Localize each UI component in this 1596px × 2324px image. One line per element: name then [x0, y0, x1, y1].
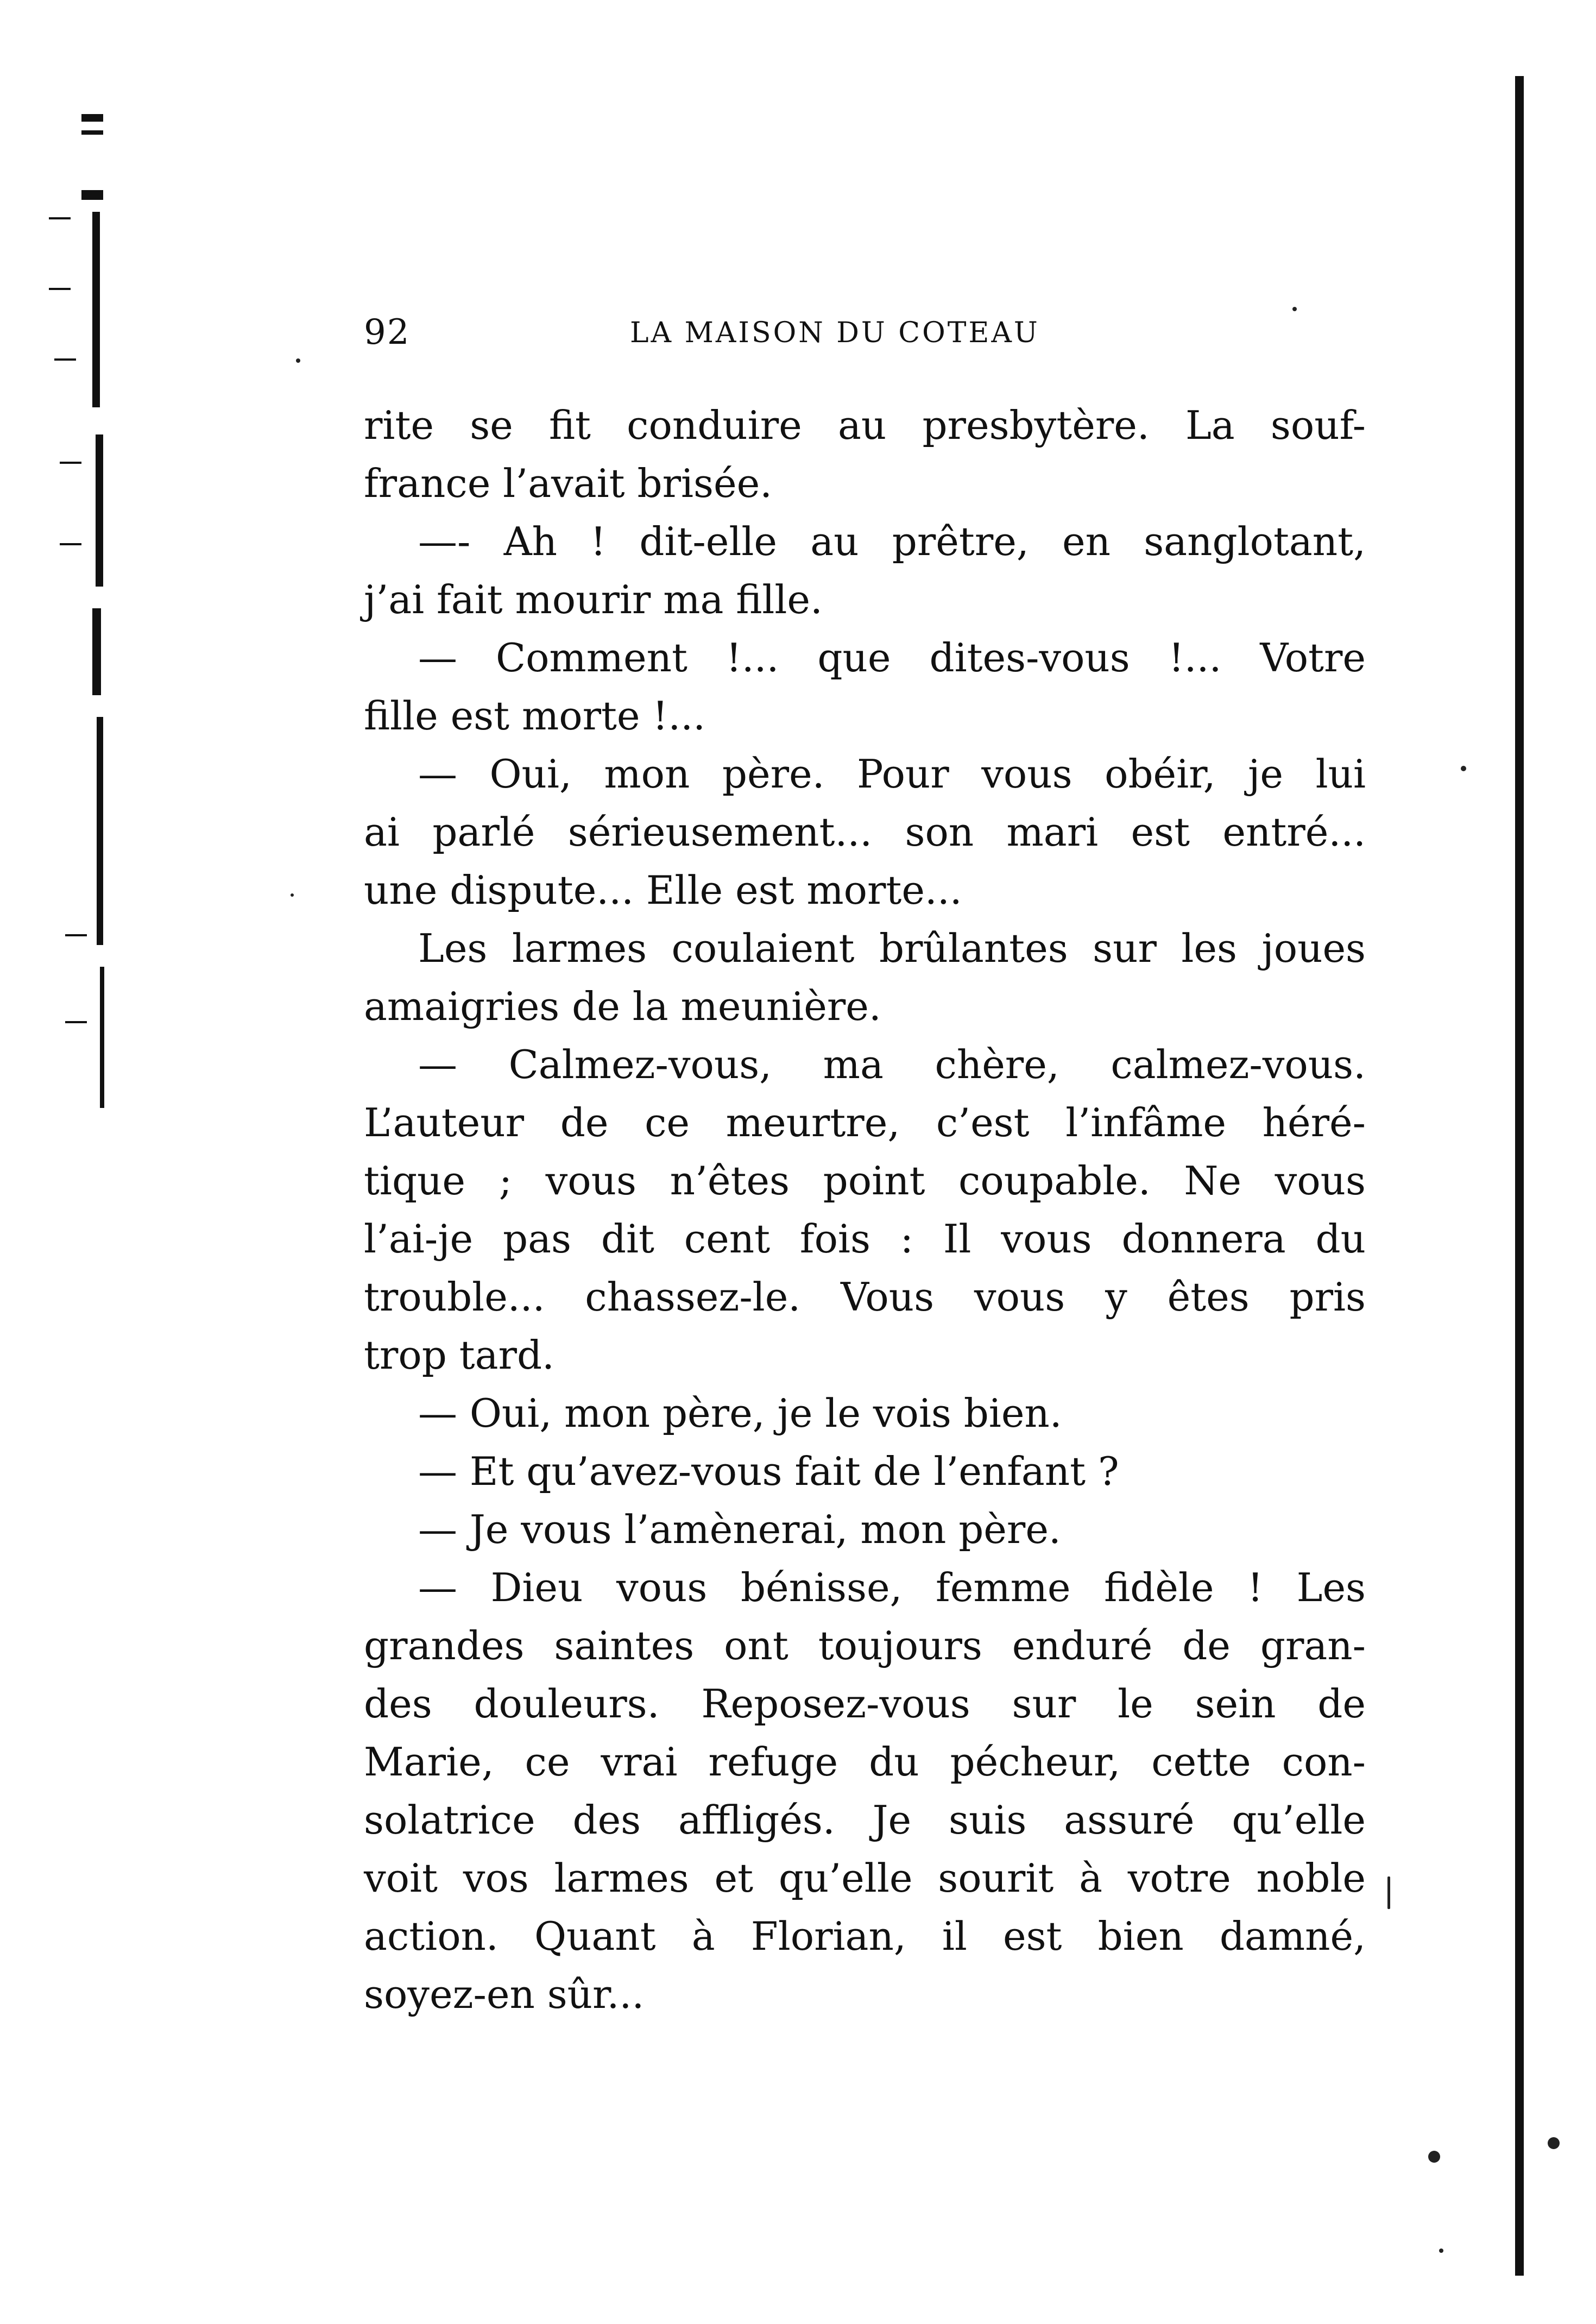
ink-speck	[1428, 2151, 1440, 2163]
text-line: rite se fit conduire au presbytère. La souf-	[364, 402, 1366, 448]
ink-speck	[1461, 766, 1466, 771]
text-line: — Calmez-vous, ma chère, calmez-vous.	[418, 1042, 1366, 1087]
text-line: des douleurs. Reposez-vous sur le sein de	[364, 1681, 1366, 1727]
text-line: — Comment !... que dites-vous !... Votre	[418, 635, 1366, 681]
text-line: — Dieu vous bénisse, femme fidèle ! Les	[418, 1565, 1366, 1610]
ink-speck	[1439, 2249, 1443, 2253]
ink-speck	[1387, 1876, 1390, 1909]
text-line: trop tard.	[364, 1332, 554, 1378]
body-text	[364, 396, 1366, 2024]
text-line: france l’avait brisée.	[364, 461, 773, 506]
text-line: — Je vous l’amènerai, mon père.	[418, 1507, 1061, 1552]
text-line: — Oui, mon père, je le vois bien.	[418, 1390, 1062, 1436]
text-line: Marie, ce vrai refuge du pécheur, cette con-	[364, 1739, 1366, 1785]
page-header	[364, 312, 1368, 361]
binding-edge-marks	[81, 109, 141, 1141]
text-line: voit vos larmes et qu’elle sourit à votre noble	[364, 1855, 1366, 1901]
text-line: tique ; vous n’êtes point coupable. Ne vous	[364, 1158, 1366, 1204]
ink-speck	[1548, 2137, 1560, 2149]
text-line: L’auteur de ce meurtre, c’est l’infâme héré-	[364, 1100, 1366, 1145]
text-line: action. Quant à Florian, il est bien damné,	[364, 1913, 1366, 1959]
text-line: trouble... chassez-le. Vous vous y êtes pris	[364, 1274, 1366, 1320]
text-line: fille est morte !...	[364, 693, 706, 739]
text-line: grandes saintes ont toujours enduré de gran-	[364, 1623, 1366, 1668]
text-line: — Oui, mon père. Pour vous obéir, je lui	[418, 751, 1366, 797]
text-line: soyez-en sûr...	[364, 1972, 645, 2017]
text-line: —- Ah ! dit-elle au prêtre, en sanglotant,	[418, 519, 1366, 564]
text-line: amaigries de la meunière.	[364, 984, 881, 1029]
text-line: j’ai fait mourir ma fille.	[364, 577, 823, 622]
running-title: LA MAISON DU COTEAU	[630, 317, 1040, 349]
ink-speck	[291, 893, 294, 897]
ink-speck	[296, 358, 300, 363]
text-line: ai parlé sérieusement... son mari est entré...	[364, 809, 1366, 855]
text-line: une dispute... Elle est morte...	[364, 867, 962, 913]
text-line: Les larmes coulaient brûlantes sur les joues	[418, 925, 1366, 971]
scan-border-line	[1515, 76, 1524, 2276]
ink-speck	[1292, 307, 1297, 311]
text-line: solatrice des affligés. Je suis assuré qu’elle	[364, 1797, 1366, 1843]
page-number: 92	[364, 312, 411, 352]
text-line: — Et qu’avez-vous fait de l’enfant ?	[418, 1448, 1119, 1494]
text-line: l’ai-je pas dit cent fois : Il vous donnera du	[364, 1216, 1366, 1262]
